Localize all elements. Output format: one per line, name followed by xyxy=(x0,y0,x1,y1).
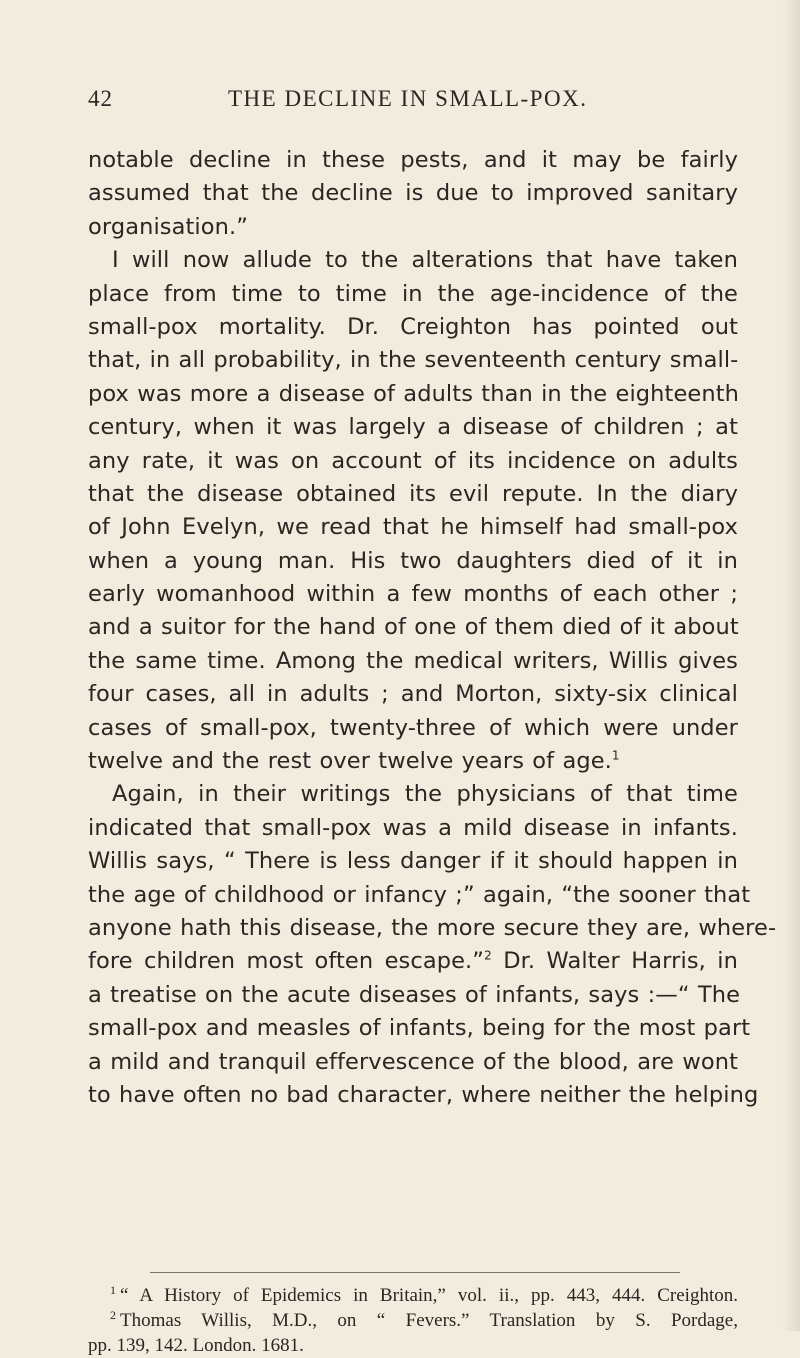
footnote-2 xyxy=(88,1308,738,1333)
text-line: anyone hath this disease, the more secure they are, where- xyxy=(88,914,777,941)
text-line: assumed that the decline is due to improved sanitary xyxy=(88,180,738,207)
page-number: 42 xyxy=(88,86,113,111)
body-text xyxy=(88,144,777,1112)
text-line: of John Evelyn, we read that he himself had small-pox xyxy=(88,514,738,541)
text-line: pox was more a disease of adults than in the eighteenth xyxy=(88,380,739,407)
footnote-1 xyxy=(88,1283,738,1308)
text-line: place from time to time in the age-incidence of the xyxy=(88,280,738,307)
text-line: that, in all probability, in the seventeenth century small- xyxy=(88,347,739,374)
footnote-text: “ A History of Epidemics in Britain,” vol. ii., pp. 443, 444. Creighton. xyxy=(120,1285,738,1306)
text-line: the age of childhood or infancy ;” again, “the sooner that xyxy=(88,881,751,908)
footnote-text: Thomas Willis, M.D., on “ Fevers.” Translation by S. Pordage, xyxy=(120,1310,738,1331)
footnote-marker: 1 xyxy=(110,1282,116,1297)
page-edge-shadow xyxy=(782,0,800,1331)
footnote-marker: 2 xyxy=(110,1307,116,1322)
text-line: indicated that small-pox was a mild disease in infants. xyxy=(88,814,738,841)
text-line: any rate, it was on account of its incidence on adults xyxy=(88,447,738,474)
text-line: I will now allude to the alterations that have taken xyxy=(112,247,738,274)
footnote-divider xyxy=(150,1272,680,1273)
text-line: the same time. Among the medical writers, Willis gives xyxy=(88,647,738,674)
text-line: when a young man. His two daughters died of it in xyxy=(88,547,738,574)
text-line-tail: Dr. Walter Harris, in xyxy=(491,948,739,975)
footnote-reference[interactable]: 2 xyxy=(484,948,492,963)
text-line: twelve and the rest over twelve years of age. xyxy=(88,748,612,775)
text-line: four cases, all in adults ; and Morton, sixty-six clinical xyxy=(88,681,738,708)
text-line: a mild and tranquil effervescence of the blood, are wont xyxy=(88,1048,738,1075)
text-line: notable decline in these pests, and it may be fairly xyxy=(88,147,738,173)
footnotes xyxy=(88,1283,738,1358)
text-line: century, when it was largely a disease of children ; at xyxy=(88,414,738,441)
text-line: fore children most often escape.” xyxy=(88,948,485,975)
text-line: Willis says, “ There is less danger if it should happen in xyxy=(88,848,738,875)
text-line: Again, in their writings the physicians of that time xyxy=(112,781,738,808)
text-line: organisation.” xyxy=(88,213,249,240)
text-line: that the disease obtained its evil repute. In the diary xyxy=(88,480,738,507)
text-line-with-footnote xyxy=(88,745,738,778)
text-line: to have often no bad character, where neither the helping xyxy=(88,1081,759,1108)
text-line: early womanhood within a few months of each other ; xyxy=(88,581,738,608)
text-line-with-footnote xyxy=(88,945,738,978)
page-header xyxy=(88,86,738,118)
text-line: a treatise on the acute diseases of infants, says :—“ The xyxy=(88,981,741,1008)
text-line: small-pox and measles of infants, being for the most part xyxy=(88,1015,751,1042)
footnote-2-continued: pp. 139, 142. London. 1681. xyxy=(88,1335,304,1356)
running-title: THE DECLINE IN SMALL-POX. xyxy=(228,86,588,111)
text-line: and a suitor for the hand of one of them died of it about xyxy=(88,614,739,641)
text-line: cases of small-pox, twenty-three of which were under xyxy=(88,714,738,741)
footnote-reference[interactable]: 1 xyxy=(611,748,620,763)
text-line: small-pox mortality. Dr. Creighton has pointed out xyxy=(88,313,738,340)
